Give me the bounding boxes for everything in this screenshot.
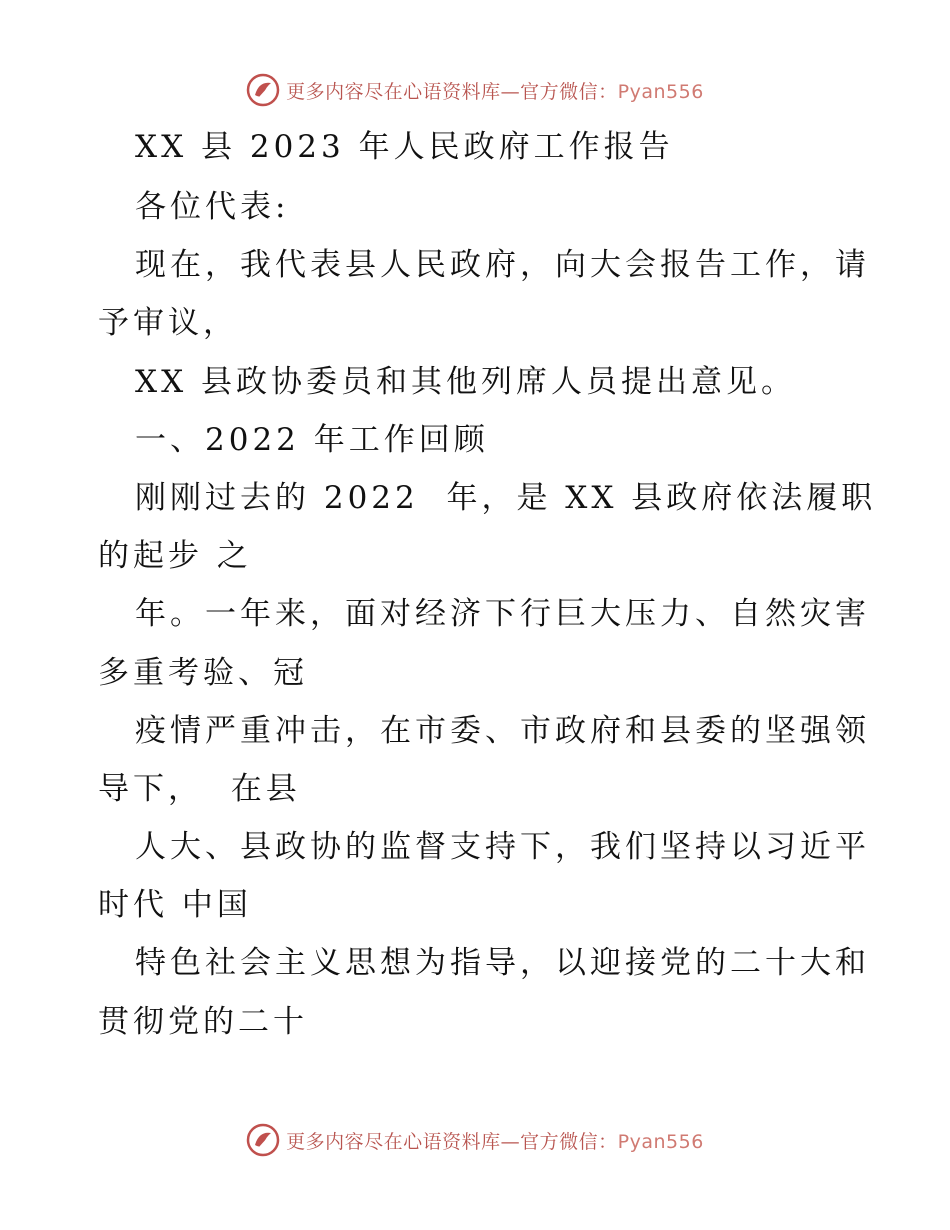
top-watermark-banner <box>0 70 950 110</box>
bottom-watermark-banner <box>0 1120 950 1160</box>
body-line: 特色社会主义思想为指导，以迎接党的二十大和 <box>135 945 870 981</box>
body-line: 导下， 在县 <box>98 771 301 807</box>
body-line: XX 县政协委员和其他列席人员提出意见。 <box>135 364 796 400</box>
section-heading: 一、2022 年工作回顾 <box>135 422 489 458</box>
seal-logo-icon <box>246 1123 280 1157</box>
watermark-group <box>246 1123 704 1157</box>
body-line: 的起步 之 <box>98 538 252 574</box>
watermark-handle: Pyan556 <box>617 80 704 103</box>
body-line: 刚刚过去的 2022 年，是 XX 县政府依法履职 <box>135 480 877 516</box>
body-line: 贯彻党的二十 <box>98 1004 308 1040</box>
body-line: 人大、县政协的监督支持下，我们坚持以习近平 <box>135 829 870 865</box>
body-line: 年。一年来，面对经济下行巨大压力、自然灾害 <box>135 596 870 632</box>
salutation-line: 各位代表: <box>135 189 290 225</box>
watermark-text: 更多内容尽在心语资料库—官方微信：Pyan556 <box>286 1130 704 1153</box>
body-line: 现在，我代表县人民政府，向大会报告工作，请 <box>135 247 870 283</box>
watermark-group <box>246 73 704 107</box>
watermark-handle: Pyan556 <box>617 1130 704 1153</box>
document-title: XX 县 2023 年人民政府工作报告 <box>135 129 674 165</box>
body-line: 疫情严重冲击，在市委、市政府和县委的坚强领 <box>135 713 870 749</box>
body-line: 多重考验、冠 <box>98 655 308 691</box>
seal-logo-icon <box>246 73 280 107</box>
watermark-text: 更多内容尽在心语资料库—官方微信：Pyan556 <box>286 80 704 103</box>
body-line: 予审议， <box>98 305 238 341</box>
body-line: 时代 中国 <box>98 887 252 923</box>
